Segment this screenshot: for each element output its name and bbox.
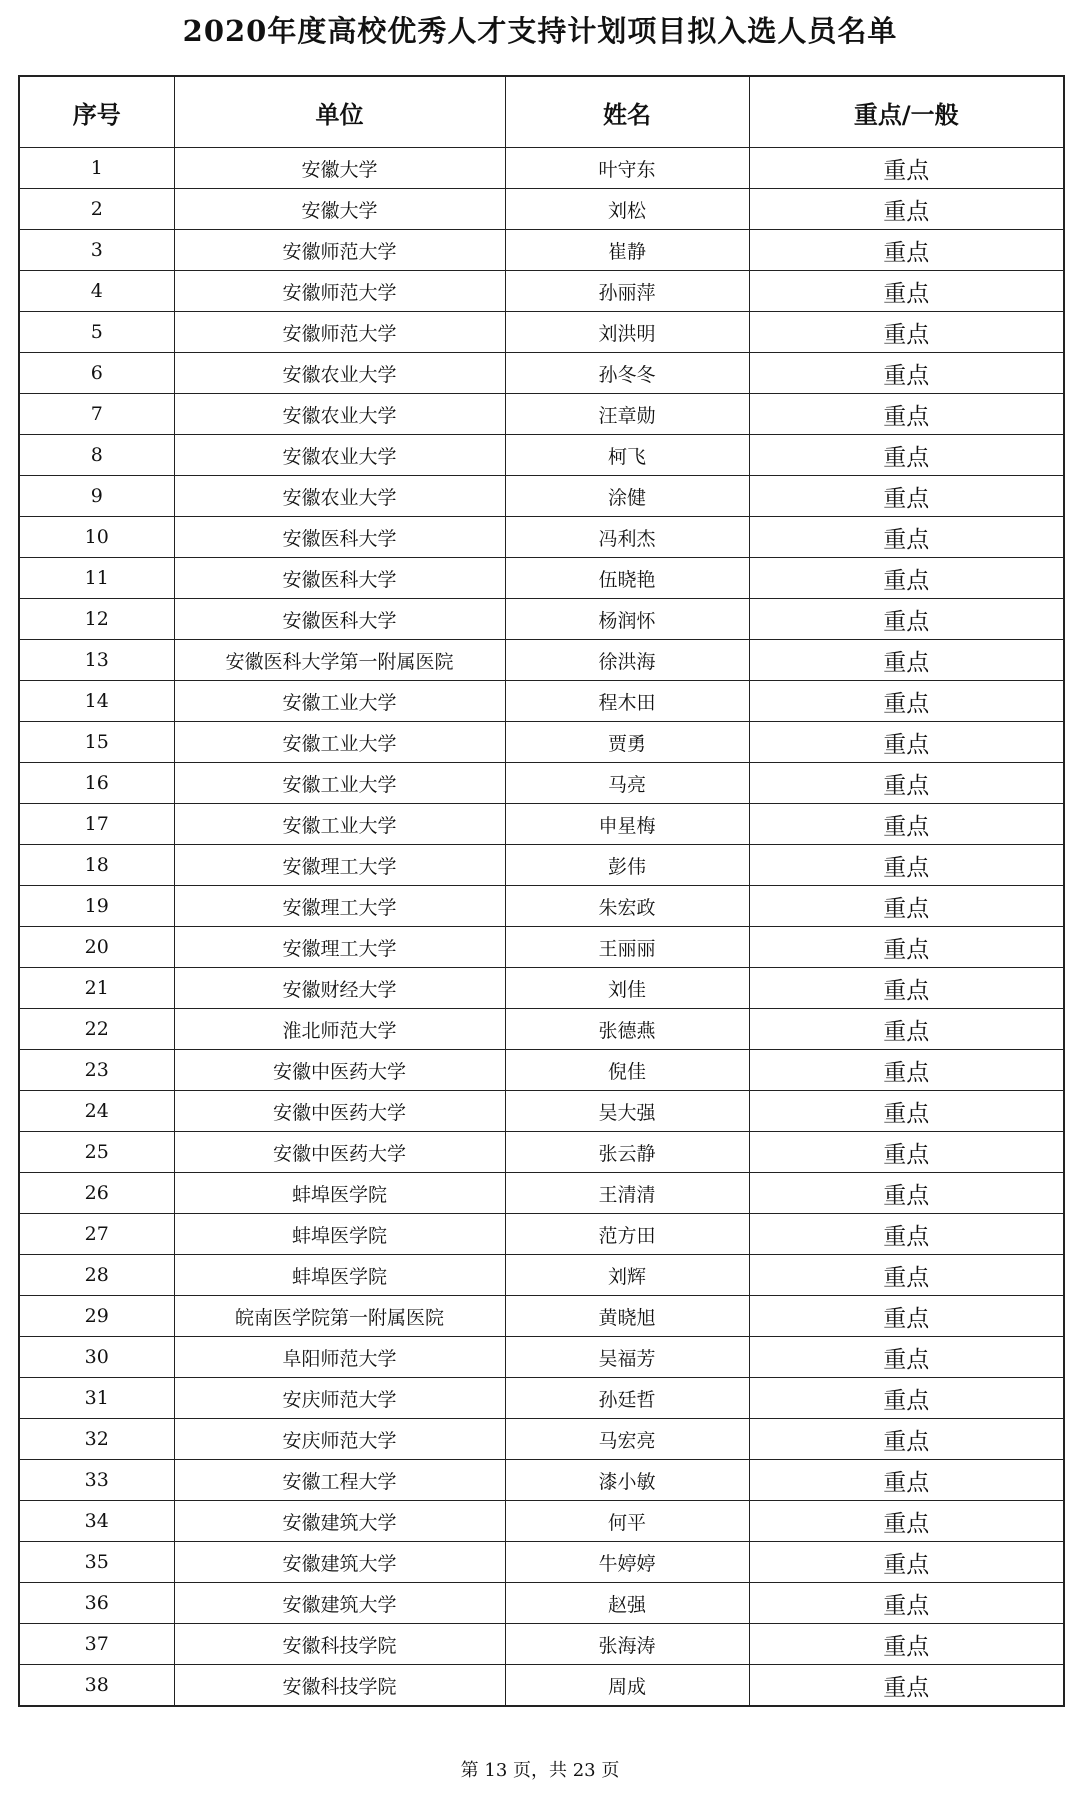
roster-table — [18, 75, 1065, 1707]
row-index: 37 — [19, 1624, 174, 1665]
table-row — [19, 763, 1064, 804]
row-index: 2 — [19, 189, 174, 230]
row-name: 贾勇 — [505, 722, 749, 763]
row-level: 重点 — [749, 1255, 1064, 1296]
row-unit: 安徽科技学院 — [174, 1624, 505, 1665]
table-row — [19, 804, 1064, 845]
row-name: 刘佳 — [505, 968, 749, 1009]
row-unit: 安徽农业大学 — [174, 353, 505, 394]
row-name: 程木田 — [505, 681, 749, 722]
row-unit: 安徽工业大学 — [174, 722, 505, 763]
row-name: 吴福芳 — [505, 1337, 749, 1378]
row-name: 叶守东 — [505, 148, 749, 189]
table-header-row — [19, 76, 1064, 148]
row-name: 王丽丽 — [505, 927, 749, 968]
row-name: 王清清 — [505, 1173, 749, 1214]
row-index: 24 — [19, 1091, 174, 1132]
row-unit: 安徽农业大学 — [174, 394, 505, 435]
row-level: 重点 — [749, 476, 1064, 517]
row-index: 14 — [19, 681, 174, 722]
row-index: 32 — [19, 1419, 174, 1460]
row-index: 1 — [19, 148, 174, 189]
row-index: 8 — [19, 435, 174, 476]
row-name: 涂健 — [505, 476, 749, 517]
row-index: 4 — [19, 271, 174, 312]
row-unit: 安徽医科大学第一附属医院 — [174, 640, 505, 681]
row-index: 30 — [19, 1337, 174, 1378]
row-unit: 淮北师范大学 — [174, 1009, 505, 1050]
row-unit: 安徽中医药大学 — [174, 1132, 505, 1173]
row-unit: 安徽财经大学 — [174, 968, 505, 1009]
row-name: 倪佳 — [505, 1050, 749, 1091]
row-unit: 安徽中医药大学 — [174, 1050, 505, 1091]
row-name: 赵强 — [505, 1583, 749, 1624]
row-unit: 安徽医科大学 — [174, 599, 505, 640]
row-name: 汪章勋 — [505, 394, 749, 435]
row-index: 15 — [19, 722, 174, 763]
row-unit: 安徽工业大学 — [174, 804, 505, 845]
row-level: 重点 — [749, 763, 1064, 804]
row-name: 马宏亮 — [505, 1419, 749, 1460]
table-row — [19, 271, 1064, 312]
row-name: 刘辉 — [505, 1255, 749, 1296]
table-row — [19, 968, 1064, 1009]
row-unit: 安徽建筑大学 — [174, 1542, 505, 1583]
row-index: 38 — [19, 1665, 174, 1707]
row-index: 33 — [19, 1460, 174, 1501]
row-index: 7 — [19, 394, 174, 435]
row-level: 重点 — [749, 1583, 1064, 1624]
row-index: 27 — [19, 1214, 174, 1255]
row-unit: 安徽工业大学 — [174, 763, 505, 804]
row-name: 崔静 — [505, 230, 749, 271]
row-name: 伍晓艳 — [505, 558, 749, 599]
table-row — [19, 1173, 1064, 1214]
row-level: 重点 — [749, 1665, 1064, 1707]
table-row — [19, 517, 1064, 558]
table-row — [19, 1542, 1064, 1583]
row-level: 重点 — [749, 1214, 1064, 1255]
row-level: 重点 — [749, 640, 1064, 681]
table-row — [19, 1296, 1064, 1337]
row-name: 冯利杰 — [505, 517, 749, 558]
row-level: 重点 — [749, 1624, 1064, 1665]
row-level: 重点 — [749, 1050, 1064, 1091]
table-row — [19, 927, 1064, 968]
table-row — [19, 681, 1064, 722]
row-level: 重点 — [749, 517, 1064, 558]
row-unit: 安徽师范大学 — [174, 271, 505, 312]
row-unit: 安徽工业大学 — [174, 681, 505, 722]
row-unit: 安徽理工大学 — [174, 886, 505, 927]
row-index: 26 — [19, 1173, 174, 1214]
row-name: 柯飞 — [505, 435, 749, 476]
table-row — [19, 435, 1064, 476]
row-index: 31 — [19, 1378, 174, 1419]
row-index: 25 — [19, 1132, 174, 1173]
row-level: 重点 — [749, 1091, 1064, 1132]
row-index: 23 — [19, 1050, 174, 1091]
row-unit: 安徽科技学院 — [174, 1665, 505, 1707]
row-index: 11 — [19, 558, 174, 599]
row-level: 重点 — [749, 558, 1064, 599]
row-level: 重点 — [749, 1296, 1064, 1337]
row-level: 重点 — [749, 1542, 1064, 1583]
row-name: 彭伟 — [505, 845, 749, 886]
row-unit: 蚌埠医学院 — [174, 1255, 505, 1296]
row-name: 刘洪明 — [505, 312, 749, 353]
row-name: 孙冬冬 — [505, 353, 749, 394]
row-index: 3 — [19, 230, 174, 271]
row-index: 22 — [19, 1009, 174, 1050]
row-unit: 安庆师范大学 — [174, 1419, 505, 1460]
row-index: 36 — [19, 1583, 174, 1624]
row-index: 35 — [19, 1542, 174, 1583]
table-row — [19, 1419, 1064, 1460]
table-row — [19, 476, 1064, 517]
row-level: 重点 — [749, 353, 1064, 394]
table-row — [19, 1378, 1064, 1419]
row-level: 重点 — [749, 722, 1064, 763]
row-index: 6 — [19, 353, 174, 394]
row-index: 20 — [19, 927, 174, 968]
table-row — [19, 189, 1064, 230]
row-level: 重点 — [749, 230, 1064, 271]
row-name: 何平 — [505, 1501, 749, 1542]
row-name: 孙丽萍 — [505, 271, 749, 312]
row-name: 黄晓旭 — [505, 1296, 749, 1337]
row-index: 9 — [19, 476, 174, 517]
table-row — [19, 1214, 1064, 1255]
row-unit: 安徽师范大学 — [174, 230, 505, 271]
row-index: 29 — [19, 1296, 174, 1337]
row-name: 朱宏政 — [505, 886, 749, 927]
row-unit: 安徽农业大学 — [174, 435, 505, 476]
row-name: 吴大强 — [505, 1091, 749, 1132]
row-level: 重点 — [749, 1378, 1064, 1419]
row-level: 重点 — [749, 312, 1064, 353]
table-row — [19, 886, 1064, 927]
table-row — [19, 148, 1064, 189]
row-name: 张德燕 — [505, 1009, 749, 1050]
row-level: 重点 — [749, 394, 1064, 435]
table-row — [19, 353, 1064, 394]
row-unit: 安徽大学 — [174, 148, 505, 189]
row-unit: 安徽建筑大学 — [174, 1583, 505, 1624]
row-level: 重点 — [749, 1501, 1064, 1542]
row-name: 张云静 — [505, 1132, 749, 1173]
row-unit: 安徽医科大学 — [174, 558, 505, 599]
row-level: 重点 — [749, 1460, 1064, 1501]
row-level: 重点 — [749, 681, 1064, 722]
row-index: 5 — [19, 312, 174, 353]
row-unit: 安徽农业大学 — [174, 476, 505, 517]
row-level: 重点 — [749, 1419, 1064, 1460]
page-title: 2020年度高校优秀人才支持计划项目拟入选人员名单 — [182, 14, 898, 48]
row-name: 徐洪海 — [505, 640, 749, 681]
row-unit: 皖南医学院第一附属医院 — [174, 1296, 505, 1337]
row-index: 12 — [19, 599, 174, 640]
row-index: 21 — [19, 968, 174, 1009]
row-index: 10 — [19, 517, 174, 558]
table-row — [19, 845, 1064, 886]
table-row — [19, 1255, 1064, 1296]
row-level: 重点 — [749, 599, 1064, 640]
header-level: 重点/一般 — [749, 76, 1064, 148]
table-row — [19, 1624, 1064, 1665]
row-index: 28 — [19, 1255, 174, 1296]
row-index: 19 — [19, 886, 174, 927]
table-row — [19, 558, 1064, 599]
row-unit: 安徽建筑大学 — [174, 1501, 505, 1542]
row-level: 重点 — [749, 886, 1064, 927]
header-name: 姓名 — [505, 76, 749, 148]
table-row — [19, 722, 1064, 763]
row-index: 34 — [19, 1501, 174, 1542]
row-level: 重点 — [749, 189, 1064, 230]
table-row — [19, 1132, 1064, 1173]
row-level: 重点 — [749, 1009, 1064, 1050]
table-row — [19, 230, 1064, 271]
table-row — [19, 1460, 1064, 1501]
table-row — [19, 1050, 1064, 1091]
row-name: 张海涛 — [505, 1624, 749, 1665]
row-level: 重点 — [749, 271, 1064, 312]
row-level: 重点 — [749, 968, 1064, 1009]
row-unit: 安徽大学 — [174, 189, 505, 230]
row-name: 牛婷婷 — [505, 1542, 749, 1583]
row-level: 重点 — [749, 927, 1064, 968]
page-footer: 第 13 页，共 23 页 — [460, 1760, 620, 1781]
row-unit: 蚌埠医学院 — [174, 1214, 505, 1255]
row-unit: 安徽中医药大学 — [174, 1091, 505, 1132]
header-unit: 单位 — [174, 76, 505, 148]
row-name: 周成 — [505, 1665, 749, 1707]
row-index: 13 — [19, 640, 174, 681]
row-level: 重点 — [749, 1173, 1064, 1214]
table-row — [19, 1337, 1064, 1378]
table-row — [19, 1501, 1064, 1542]
row-unit: 安徽师范大学 — [174, 312, 505, 353]
table-row — [19, 599, 1064, 640]
table-row — [19, 312, 1064, 353]
row-name: 杨润怀 — [505, 599, 749, 640]
row-name: 孙廷哲 — [505, 1378, 749, 1419]
row-unit: 安庆师范大学 — [174, 1378, 505, 1419]
row-index: 16 — [19, 763, 174, 804]
row-unit: 安徽医科大学 — [174, 517, 505, 558]
row-name: 申星梅 — [505, 804, 749, 845]
table-row — [19, 394, 1064, 435]
table-body — [19, 148, 1064, 1707]
row-unit: 蚌埠医学院 — [174, 1173, 505, 1214]
row-level: 重点 — [749, 804, 1064, 845]
row-level: 重点 — [749, 1132, 1064, 1173]
table-row — [19, 640, 1064, 681]
table-row — [19, 1009, 1064, 1050]
row-unit: 阜阳师范大学 — [174, 1337, 505, 1378]
row-unit: 安徽工程大学 — [174, 1460, 505, 1501]
row-name: 马亮 — [505, 763, 749, 804]
header-index: 序号 — [19, 76, 174, 148]
row-level: 重点 — [749, 1337, 1064, 1378]
row-unit: 安徽理工大学 — [174, 845, 505, 886]
row-level: 重点 — [749, 845, 1064, 886]
table-row — [19, 1091, 1064, 1132]
table-row — [19, 1583, 1064, 1624]
row-index: 18 — [19, 845, 174, 886]
row-name: 范方田 — [505, 1214, 749, 1255]
row-unit: 安徽理工大学 — [174, 927, 505, 968]
row-level: 重点 — [749, 435, 1064, 476]
row-index: 17 — [19, 804, 174, 845]
row-level: 重点 — [749, 148, 1064, 189]
row-name: 刘松 — [505, 189, 749, 230]
row-name: 漆小敏 — [505, 1460, 749, 1501]
table-row — [19, 1665, 1064, 1707]
